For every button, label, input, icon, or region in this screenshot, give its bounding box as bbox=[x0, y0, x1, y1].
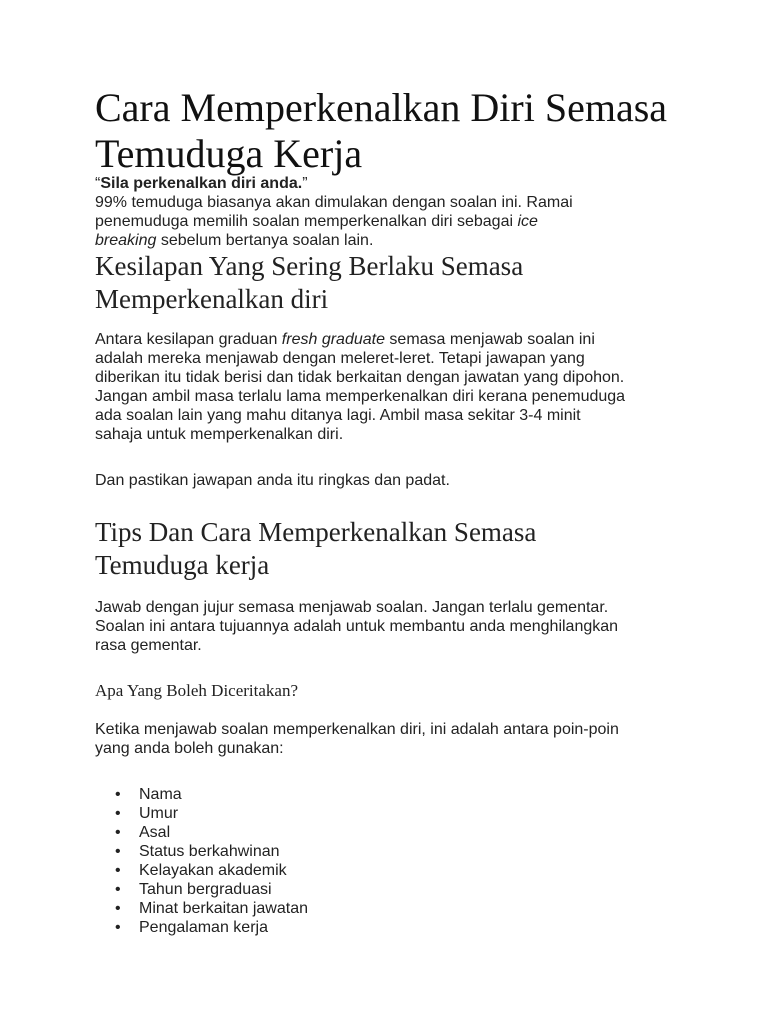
bullet-icon: • bbox=[115, 843, 121, 860]
section1-paragraph-2 bbox=[95, 471, 450, 490]
section1-paragraph bbox=[95, 330, 625, 444]
list-item-text: Kelayakan akademik bbox=[139, 862, 287, 879]
heading-line: Temuduga kerja bbox=[95, 550, 270, 580]
quote-mark: ” bbox=[302, 175, 308, 192]
text-span: penemuduga memilih soalan memperkenalkan diri sebagai bbox=[95, 213, 518, 230]
document-title bbox=[95, 85, 667, 177]
bullet-icon: • bbox=[115, 881, 121, 898]
list-item-text: Status berkahwinan bbox=[139, 843, 280, 860]
bullet-icon: • bbox=[115, 862, 121, 879]
list-item bbox=[95, 804, 308, 823]
italic-span: fresh graduate bbox=[281, 331, 385, 348]
text-line: yang anda boleh gunakan: bbox=[95, 740, 284, 757]
text-line bbox=[95, 330, 625, 349]
bullet-icon: • bbox=[115, 900, 121, 917]
section2-paragraph bbox=[95, 598, 618, 655]
text-line: Jawab dengan jujur semasa menjawab soalan. Jangan terlalu gementar. bbox=[95, 599, 609, 616]
bullet-list bbox=[95, 785, 308, 937]
text-line: rasa gementar. bbox=[95, 637, 202, 654]
intro-paragraph bbox=[95, 174, 573, 250]
heading-line: Tips Dan Cara Memperkenalkan Semasa bbox=[95, 517, 537, 547]
list-item-text: Asal bbox=[139, 824, 171, 841]
list-item-text: Umur bbox=[139, 805, 179, 822]
bullet-icon: • bbox=[115, 824, 121, 841]
heading-line: Kesilapan Yang Sering Berlaku Semasa bbox=[95, 251, 524, 281]
text-line: Jangan ambil masa terlalu lama memperkenalkan diri kerana penemuduga bbox=[95, 388, 626, 405]
list-item bbox=[95, 823, 308, 842]
text-line: Soalan ini antara tujuannya adalah untuk membantu anda menghilangkan bbox=[95, 618, 619, 635]
text-line bbox=[95, 231, 573, 250]
list-item bbox=[95, 785, 308, 804]
title-line: Temuduga Kerja bbox=[95, 131, 363, 176]
bullet-icon: • bbox=[115, 786, 121, 803]
list-item bbox=[95, 861, 308, 880]
text-line bbox=[95, 212, 573, 231]
list-item bbox=[95, 918, 308, 937]
text-line: ada soalan lain yang mahu ditanya lagi. Ambil masa sekitar 3-4 minit bbox=[95, 407, 581, 424]
text-line: Ketika menjawab soalan memperkenalkan diri, ini adalah antara poin-poin bbox=[95, 721, 619, 738]
text-span: sebelum bertanya soalan lain. bbox=[156, 232, 374, 249]
italic-span: ice bbox=[517, 213, 538, 230]
text-span: Antara kesilapan graduan bbox=[95, 331, 282, 348]
text-line: sahaja untuk memperkenalkan diri. bbox=[95, 426, 344, 443]
list-item-text: Pengalaman kerja bbox=[139, 919, 268, 936]
section-heading bbox=[95, 516, 536, 582]
subsection-heading: Apa Yang Boleh Diceritakan? bbox=[95, 681, 299, 700]
list-item-text: Nama bbox=[139, 786, 182, 803]
bullet-icon: • bbox=[115, 919, 121, 936]
list-item-text: Minat berkaitan jawatan bbox=[139, 900, 308, 917]
list-item bbox=[95, 842, 308, 861]
text-line: 99% temuduga biasanya akan dimulakan dengan soalan ini. Ramai bbox=[95, 194, 573, 211]
list-item bbox=[95, 880, 308, 899]
title-line: Cara Memperkenalkan Diri Semasa bbox=[95, 85, 668, 130]
list-item-text: Tahun bergraduasi bbox=[139, 881, 272, 898]
bullet-icon: • bbox=[115, 805, 121, 822]
quote-text: Sila perkenalkan diri anda. bbox=[100, 175, 303, 192]
section-heading bbox=[95, 250, 523, 316]
intro-quote bbox=[95, 174, 573, 193]
italic-span: breaking bbox=[95, 232, 157, 249]
text-line: diberikan itu tidak berisi dan tidak berkaitan dengan jawatan yang dipohon. bbox=[95, 369, 625, 386]
quote-mark: “ bbox=[95, 175, 101, 192]
text-span: semasa menjawab soalan ini bbox=[384, 331, 595, 348]
section3-paragraph bbox=[95, 720, 619, 758]
text-line: adalah mereka menjawab dengan meleret-leret. Tetapi jawapan yang bbox=[95, 350, 585, 367]
text-line: Dan pastikan jawapan anda itu ringkas dan padat. bbox=[95, 472, 450, 489]
heading-line: Memperkenalkan diri bbox=[95, 284, 329, 314]
list-item bbox=[95, 899, 308, 918]
